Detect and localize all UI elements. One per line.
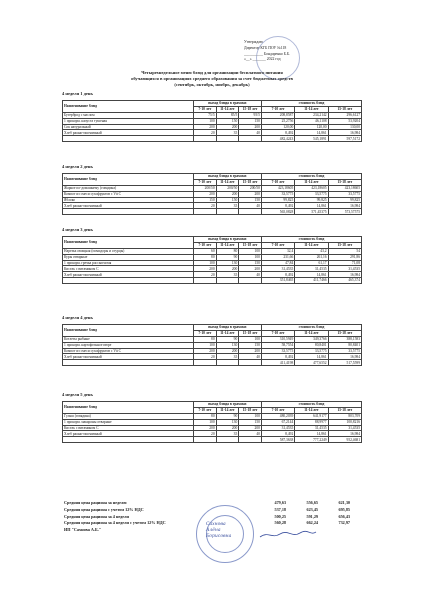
- dish-name: Котлеты рыбные: [63, 336, 194, 342]
- dish-output: 200: [239, 124, 262, 130]
- dish-output: 100: [239, 254, 262, 260]
- dish-cost: 33,5775: [328, 191, 361, 197]
- dish-cost: 31,4535: [328, 425, 361, 431]
- table-row: [63, 348, 362, 354]
- summary-value: 537,18: [274, 506, 286, 512]
- dish-cost: 99,825: [261, 197, 294, 203]
- age-header: 11-14 лет: [216, 407, 239, 413]
- total-cost: 477,6552: [295, 360, 328, 366]
- dish-cost: 14,861: [295, 431, 328, 437]
- dish-cost: 261,16: [295, 254, 328, 260]
- dish-cost: 388,1583: [328, 336, 361, 342]
- dish-cost: 100,8216: [328, 419, 361, 425]
- output-header: выход блюда в граммах: [194, 402, 262, 408]
- dish-output: 90: [216, 413, 239, 419]
- empty-cell: [216, 278, 239, 284]
- dish-cost: 33,5775: [295, 191, 328, 197]
- empty-cell: [194, 278, 217, 284]
- dish-cost: 58,7554: [261, 342, 294, 348]
- age-header: 11-14 лет: [295, 242, 328, 248]
- cost-header: стоимость блюд: [261, 402, 361, 408]
- dish-output: 35: [216, 272, 239, 278]
- stamp-line: Сахнова: [206, 522, 226, 527]
- table-row: [63, 185, 362, 191]
- dish-cost: 25,2756: [261, 118, 294, 124]
- dish-cost: 43,2: [295, 248, 328, 254]
- total-cost: 411,7466: [295, 278, 328, 284]
- age-header: 15-18 лет: [239, 407, 262, 413]
- dish-output: 150: [216, 118, 239, 124]
- dish-output: 130: [216, 342, 239, 348]
- dish-cost: 33,5775: [295, 348, 328, 354]
- dish-output: 200: [239, 266, 262, 272]
- dish-output: 40: [239, 431, 262, 437]
- dish-name: Компот из смеси сухофруктов с Vit C: [63, 191, 194, 197]
- age-header: 15-18 лет: [239, 330, 262, 336]
- dish-output: 200: [216, 266, 239, 272]
- dish-cost: 120,00: [295, 124, 328, 130]
- total-cost: 482,4243: [261, 136, 294, 142]
- title-line: обучающихся в организациях среднего образования за счет бюджетных средств: [131, 76, 293, 82]
- dish-output: 200/50: [239, 185, 262, 191]
- approval-line: Директор КГБ ПОУ №118: [244, 45, 287, 50]
- age-header: 11-14 лет: [295, 330, 328, 336]
- dish-output: 200: [216, 191, 239, 197]
- dish-name: Жаркое по-домашнему (говядина): [63, 185, 194, 191]
- menu-table: [62, 401, 362, 443]
- total-row: [63, 360, 362, 366]
- summary-row: [62, 500, 352, 507]
- dish-name: Бутерброд с маслом: [63, 112, 194, 118]
- day-label: 4 неделя 4 день: [62, 315, 93, 320]
- age-header: 7-10 лет: [194, 106, 217, 112]
- dish-name: Хлеб ржано-пшеничный: [63, 354, 194, 360]
- dish-output: 200/50: [216, 185, 239, 191]
- dish-cost: 231,66: [261, 254, 294, 260]
- dish-cost: 31,4535: [261, 425, 294, 431]
- total-cost: 565,0828: [261, 209, 294, 215]
- dish-output: 200: [239, 425, 262, 431]
- dish-output: 80: [194, 413, 217, 419]
- age-header: 11-14 лет: [295, 179, 328, 185]
- dish-name: 1 прокорм. картофельное пюре: [63, 342, 194, 348]
- dish-name: Куры отварные: [63, 254, 194, 260]
- name-header: Наименование блюд: [63, 325, 194, 337]
- dish-cost: 803,709: [328, 413, 361, 419]
- dish-output: 90: [216, 336, 239, 342]
- dish-cost: 31,4535: [295, 266, 328, 272]
- empty-cell: [63, 437, 194, 443]
- total-cost: 465,374: [328, 278, 361, 284]
- day-label: 4 неделя 1 день: [62, 91, 93, 96]
- dish-output: 200: [239, 348, 262, 354]
- summary-value: 662,24: [306, 520, 318, 526]
- age-header: 11-14 лет: [216, 330, 239, 336]
- dish-cost: 8,492: [261, 431, 294, 437]
- dish-cost: 423,18605: [261, 185, 294, 191]
- age-header: 11-14 лет: [295, 106, 328, 112]
- dish-output: 40: [239, 203, 262, 209]
- dish-output: 20: [194, 203, 217, 209]
- dish-output: 20: [194, 431, 217, 437]
- total-cost: 517,5599: [328, 360, 361, 366]
- total-row: [63, 209, 362, 215]
- menu-table: [62, 236, 362, 284]
- dish-output: 75/5: [194, 112, 217, 118]
- empty-cell: [239, 278, 262, 284]
- dish-output: 200: [239, 191, 262, 197]
- dish-name: Кисель с витамином С: [63, 425, 194, 431]
- empty-cell: [239, 360, 262, 366]
- age-header: 11-14 лет: [216, 242, 239, 248]
- name-header: Наименование блюд: [63, 174, 194, 186]
- dish-output: 40: [239, 354, 262, 360]
- dish-cost: 641,9177: [295, 413, 328, 419]
- dish-output: 20: [194, 354, 217, 360]
- table-row: [63, 342, 362, 348]
- dish-output: 200: [194, 348, 217, 354]
- summary-label: Средняя цена рациона за 4 недели с учетом 12% НДС: [64, 520, 166, 526]
- dish-cost: 349,3766: [295, 336, 328, 342]
- dish-name: Хлеб ржано-пшеничный: [63, 130, 194, 136]
- day-label: 4 неделя 2 день: [62, 164, 93, 169]
- signature: [258, 530, 318, 540]
- menu-table: [62, 324, 362, 366]
- total-cost: 952,4681: [328, 437, 361, 443]
- empty-cell: [216, 136, 239, 142]
- table-header-row: [63, 101, 362, 107]
- dish-output: 95/5: [239, 112, 262, 118]
- age-header: 7-10 лет: [261, 330, 294, 336]
- dish-cost: 31,4535: [295, 425, 328, 431]
- dish-cost: 14,861: [295, 203, 328, 209]
- output-header: выход блюда в граммах: [194, 325, 262, 331]
- summary-value: 591,29: [306, 513, 318, 519]
- dish-cost: 99,825: [295, 197, 328, 203]
- dish-cost: 80,8401: [328, 342, 361, 348]
- dish-cost: 130,00: [328, 124, 361, 130]
- table-header-row: [63, 325, 362, 331]
- age-header: 7-10 лет: [261, 106, 294, 112]
- dish-cost: 234,2142: [295, 112, 328, 118]
- age-header: 11-14 лет: [216, 106, 239, 112]
- dish-output: 150: [194, 197, 217, 203]
- dish-cost: 53,9204: [328, 118, 361, 124]
- dish-output: 200: [194, 425, 217, 431]
- approval-line: Утверждаю: [244, 40, 263, 44]
- title-line: Четырехнедельное меню блюд для организации бесплатного питания: [141, 70, 283, 75]
- dish-cost: 67,2144: [261, 419, 294, 425]
- dish-name: 1 прокорм. гречка рассыпчатая: [63, 260, 194, 266]
- cost-header: стоимость блюд: [261, 237, 361, 243]
- age-header: 7-10 лет: [261, 179, 294, 185]
- age-header: 7-10 лет: [194, 242, 217, 248]
- dish-output: 100: [194, 260, 217, 266]
- dish-cost: 8,492: [261, 354, 294, 360]
- summary-label: ИП "Сахнова А.Б.": [64, 527, 102, 533]
- menu-table: [62, 100, 362, 142]
- empty-cell: [63, 209, 194, 215]
- dish-cost: 61,17: [295, 260, 328, 266]
- table-header-row: [63, 402, 362, 408]
- title-line: (сентябрь, октябрь, ноябрь, декабрь): [174, 82, 250, 88]
- dish-output: 100: [194, 118, 217, 124]
- dish-output: 40: [239, 130, 262, 136]
- menu-table: [62, 173, 362, 215]
- dish-output: 80: [194, 254, 217, 260]
- dish-cost: 423,18605: [295, 185, 328, 191]
- age-header: 15-18 лет: [328, 330, 361, 336]
- total-cost: 411,4198: [261, 360, 294, 366]
- dish-cost: 14,861: [295, 354, 328, 360]
- dish-output: 100: [239, 248, 262, 254]
- dish-cost: 33,5775: [328, 348, 361, 354]
- dish-output: 150: [239, 197, 262, 203]
- dish-name: Компот из смеси сухофруктов с Vit C: [63, 348, 194, 354]
- name-header: Наименование блюд: [63, 402, 194, 414]
- empty-cell: [194, 209, 217, 215]
- stamp-line: Борисовна: [206, 534, 232, 539]
- dish-cost: 31,4535: [261, 266, 294, 272]
- dish-cost: 310,5949: [261, 336, 294, 342]
- dish-output: 35: [216, 354, 239, 360]
- total-row: [63, 136, 362, 142]
- summary-value: 656,43: [338, 513, 350, 519]
- dish-output: 35: [216, 203, 239, 209]
- summary-value: 556,65: [306, 500, 318, 505]
- summary-value: [320, 527, 352, 534]
- empty-cell: [194, 437, 217, 443]
- empty-cell: [216, 209, 239, 215]
- total-cost: 777,2249: [295, 437, 328, 443]
- age-header: 7-10 лет: [194, 407, 217, 413]
- empty-cell: [63, 136, 194, 142]
- dish-cost: 16,984: [328, 354, 361, 360]
- dish-output: 150: [216, 197, 239, 203]
- total-cost: 545,1891: [295, 136, 328, 142]
- dish-name: 1 прокорм. капуста тушеная: [63, 118, 194, 124]
- dish-output: 90: [216, 254, 239, 260]
- stamp-line: Алёна: [206, 528, 221, 533]
- summary-value: 695,85: [338, 506, 350, 512]
- dish-output: 20: [194, 130, 217, 136]
- dish-output: 150: [239, 260, 262, 266]
- document-title: [62, 70, 362, 89]
- dish-name: Яблоко: [63, 197, 194, 203]
- table-row: [63, 191, 362, 197]
- output-header: выход блюда в граммах: [194, 237, 262, 243]
- dish-name: Хлеб ржано-пшеничный: [63, 272, 194, 278]
- dish-output: 150: [239, 342, 262, 348]
- dish-output: 60: [194, 248, 217, 254]
- dish-output: 35: [216, 431, 239, 437]
- empty-cell: [194, 136, 217, 142]
- dish-output: 20: [194, 272, 217, 278]
- dish-cost: 8,492: [261, 272, 294, 278]
- total-cost: 571,45375: [295, 209, 328, 215]
- dish-output: 40: [239, 272, 262, 278]
- dish-output: 100: [239, 336, 262, 342]
- approval-block: [244, 40, 364, 63]
- summary-value: 732,97: [338, 520, 350, 526]
- dish-cost: 16,984: [328, 130, 361, 136]
- dish-output: 200: [194, 124, 217, 130]
- age-header: 7-10 лет: [261, 407, 294, 413]
- dish-output: 35: [216, 130, 239, 136]
- dish-output: 80: [216, 248, 239, 254]
- dish-name: Гуляш (говядина): [63, 413, 194, 419]
- age-header: 15-18 лет: [328, 407, 361, 413]
- table-header-row: [63, 237, 362, 243]
- dish-cost: 291,86: [328, 254, 361, 260]
- dish-cost: 208,8587: [261, 112, 294, 118]
- dish-cost: 33,5775: [261, 191, 294, 197]
- table-row: [63, 419, 362, 425]
- dish-output: 200/50: [194, 185, 217, 191]
- dish-output: 150: [239, 419, 262, 425]
- dish-cost: 8,492: [261, 130, 294, 136]
- dish-output: 80: [194, 336, 217, 342]
- total-cost: 597,5172: [328, 136, 361, 142]
- dish-cost: 16,984: [328, 272, 361, 278]
- dish-cost: 71,08: [328, 260, 361, 266]
- age-header: 7-10 лет: [194, 330, 217, 336]
- dish-cost: 54: [328, 248, 361, 254]
- age-header: 7-10 лет: [194, 179, 217, 185]
- day-label: 4 неделя 5 день: [62, 392, 93, 397]
- dish-output: 200: [216, 348, 239, 354]
- dish-cost: 16,984: [328, 203, 361, 209]
- empty-cell: [239, 209, 262, 215]
- age-header: 7-10 лет: [261, 242, 294, 248]
- dish-cost: 47,84: [261, 260, 294, 266]
- table-header-row: [63, 174, 362, 180]
- day-label: 4 неделя 3 день: [62, 227, 93, 232]
- dish-name: 1 прокорм. макароны отварные: [63, 419, 194, 425]
- name-header: Наименование блюд: [63, 237, 194, 249]
- age-header: 15-18 лет: [239, 242, 262, 248]
- dish-name: Хлеб ржано-пшеничный: [63, 203, 194, 209]
- total-row: [63, 437, 362, 443]
- output-header: выход блюда в граммах: [194, 174, 262, 180]
- dish-cost: 120,00: [261, 124, 294, 130]
- age-header: 15-18 лет: [328, 179, 361, 185]
- dish-output: 200: [194, 191, 217, 197]
- dish-name: Нарезка овощная (помидоры и огурцы): [63, 248, 194, 254]
- dish-output: 200: [216, 425, 239, 431]
- summary-value: 560,28: [274, 520, 286, 526]
- dish-output: 130: [216, 260, 239, 266]
- empty-cell: [63, 360, 194, 366]
- total-cost: 587,3638: [261, 437, 294, 443]
- dish-cost: 99,825: [328, 197, 361, 203]
- summary-value: 479,63: [274, 500, 286, 505]
- dish-output: 200: [194, 266, 217, 272]
- summary-value: 500,25: [274, 513, 286, 519]
- output-header: выход блюда в граммах: [194, 101, 262, 107]
- dish-cost: 16,984: [328, 431, 361, 437]
- empty-cell: [239, 437, 262, 443]
- empty-cell: [216, 360, 239, 366]
- dish-cost: 88,9977: [295, 419, 328, 425]
- dish-cost: 296,6127: [328, 112, 361, 118]
- summary-label: Средняя цена рациона за 4 недели: [64, 513, 129, 519]
- cost-header: стоимость блюд: [261, 101, 361, 107]
- dish-cost: 8,492: [261, 203, 294, 209]
- dish-cost: 32,4: [261, 248, 294, 254]
- dish-name: Хлеб ржано-пшеничный: [63, 431, 194, 437]
- total-cost: 351,8465: [261, 278, 294, 284]
- empty-cell: [239, 136, 262, 142]
- approval-line: «__» _______ 2022 год: [244, 57, 281, 62]
- dish-cost: 14,861: [295, 272, 328, 278]
- age-header: 15-18 лет: [239, 179, 262, 185]
- summary-value: 623,45: [306, 506, 318, 512]
- dish-cost: 423,18605: [328, 185, 361, 191]
- total-cost: 573,57575: [328, 209, 361, 215]
- age-header: 15-18 лет: [239, 106, 262, 112]
- dish-name: Кисель с витамином С: [63, 266, 194, 272]
- dish-cost: 46,1108: [295, 118, 328, 124]
- age-header: 15-18 лет: [328, 242, 361, 248]
- cost-header: стоимость блюд: [261, 325, 361, 331]
- dish-output: 130: [216, 419, 239, 425]
- summary-label: Средняя цена рациона с учетом 12% НДС: [64, 506, 144, 512]
- approval-line: __________ Бондаренко Б.Б.: [244, 51, 291, 56]
- dish-cost: 80,8401: [295, 342, 328, 348]
- dish-output: 100: [194, 342, 217, 348]
- dish-output: 100: [239, 413, 262, 419]
- cost-header: стоимость блюд: [261, 174, 361, 180]
- age-header: 11-14 лет: [216, 179, 239, 185]
- dish-cost: 33,5775: [261, 348, 294, 354]
- dish-output: 85/5: [216, 112, 239, 118]
- dish-name: Сок натуральный: [63, 124, 194, 130]
- dish-output: 150: [239, 118, 262, 124]
- total-row: [63, 278, 362, 284]
- age-header: 15-18 лет: [328, 106, 361, 112]
- name-header: Наименование блюд: [63, 101, 194, 113]
- empty-cell: [194, 360, 217, 366]
- dish-cost: 31,4535: [328, 266, 361, 272]
- empty-cell: [216, 437, 239, 443]
- empty-cell: [63, 278, 194, 284]
- summary-value: 621,30: [338, 500, 350, 505]
- age-header: 11-14 лет: [295, 407, 328, 413]
- dish-output: 100: [194, 419, 217, 425]
- dish-cost: 480,2039: [261, 413, 294, 419]
- dish-cost: 14,861: [295, 130, 328, 136]
- summary-label: Средняя цена рациона за неделю: [64, 500, 127, 505]
- dish-output: 200: [216, 124, 239, 130]
